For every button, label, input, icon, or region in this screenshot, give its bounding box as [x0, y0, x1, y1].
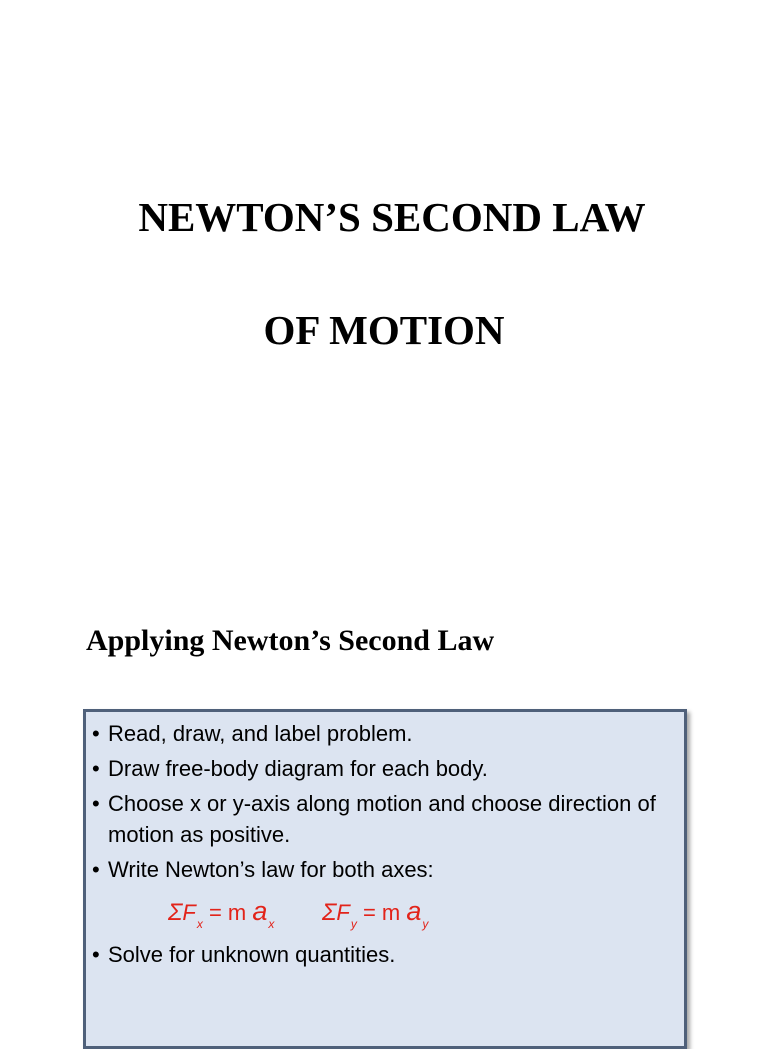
accel-symbol: a: [406, 896, 422, 926]
force-symbol: F: [336, 900, 350, 925]
formula-row: [92, 891, 682, 931]
list-item: [92, 939, 682, 970]
list-item-text: Read, draw, and label problem.: [108, 721, 413, 746]
steps-list: [92, 718, 682, 974]
bullet-icon: •: [92, 756, 100, 781]
force-symbol: F: [182, 900, 196, 925]
list-item-text: Choose x or y-axis along motion and choose direction of motion as positive.: [108, 791, 656, 847]
section-heading: Applying Newton’s Second Law: [86, 624, 495, 657]
equals-mass: = m: [356, 900, 407, 925]
force-subscript: x: [196, 917, 203, 931]
list-item: [92, 854, 682, 885]
equals-mass: = m: [202, 900, 253, 925]
steps-box: [83, 709, 687, 1049]
bullet-icon: •: [92, 942, 100, 967]
page-title-line-1: NEWTON’S SECOND LAW: [138, 194, 646, 240]
force-subscript: y: [350, 917, 357, 931]
list-item: [92, 753, 682, 784]
list-item: [92, 788, 682, 850]
sigma-symbol: Σ: [322, 899, 337, 926]
bullet-icon: •: [92, 857, 100, 882]
list-item-text: Solve for unknown quantities.: [108, 942, 396, 967]
list-item-text: Draw free-body diagram for each body.: [108, 756, 488, 781]
sigma-symbol: Σ: [168, 899, 183, 926]
list-item: [92, 718, 682, 749]
formula-y: [322, 891, 428, 936]
accel-symbol: a: [252, 896, 268, 926]
page-title-line-2: OF MOTION: [263, 307, 505, 353]
list-item-text: Write Newton’s law for both axes:: [108, 857, 434, 882]
bullet-icon: •: [92, 791, 100, 816]
accel-subscript: y: [422, 917, 429, 931]
accel-subscript: x: [268, 917, 275, 931]
formula-x: [168, 891, 274, 936]
bullet-icon: •: [92, 721, 100, 746]
